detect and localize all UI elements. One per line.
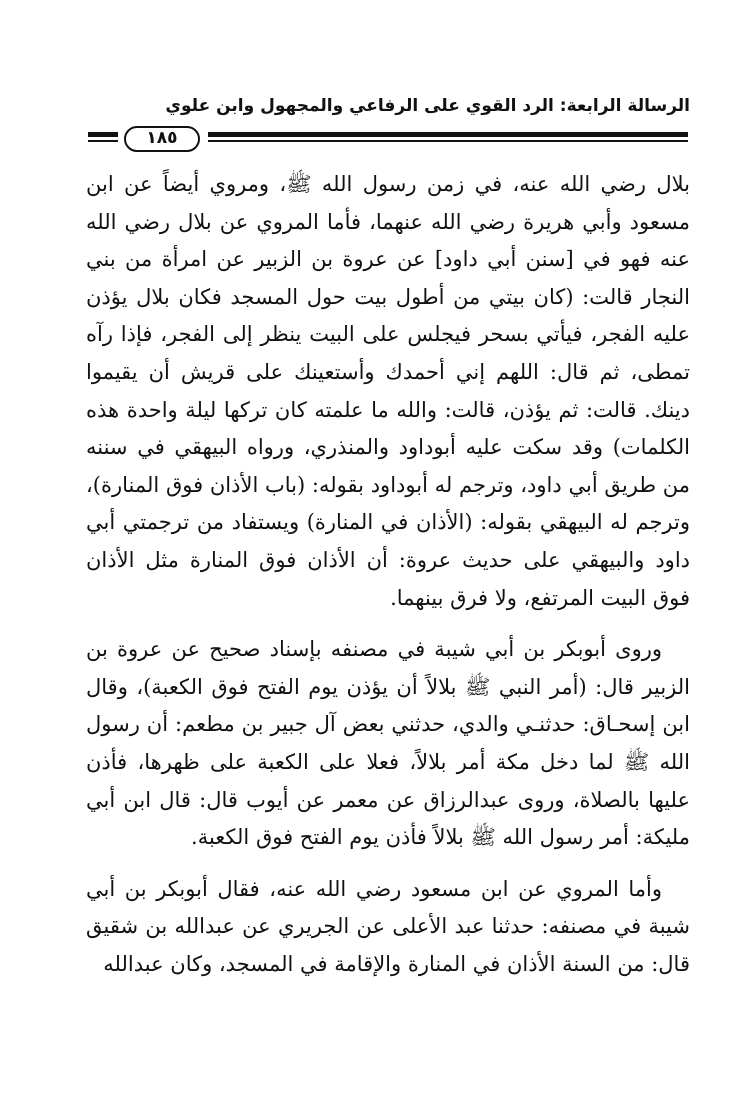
paragraph-3: وأما المروي عن ابن مسعود رضي الله عنه، فقال أبوبكر بن أبي شيبة في مصنفه: حدثنا عبد الأعلى عن الجريري عن عبدالله بن شقيق قال: من السنة الأذان في المنارة والإقامة في المسجد، وكان عبدالله — [86, 876, 690, 976]
body-text — [86, 166, 690, 983]
rule-lines-right — [208, 132, 688, 142]
page-number: ١٨٥ — [124, 126, 200, 152]
running-header: الرسالة الرابعة: الرد القوي على الرفاعي والمجهول وابن علوي — [165, 96, 690, 116]
paragraph-1: بلال رضي الله عنه، في زمن رسول الله ﷺ، ومروي أيضاً عن ابن مسعود وأبي هريرة رضي الله عنهما، فأما المروي عن بلال رضي الله عنه فهو في [سنن أبي داود] عن عروة بن الزبير عن امرأة من بني النجار قالت: (كان بيتي من أطول بيت حول المسجد فكان بلال يؤذن عليه الفجر، فيأتي بسحر فيجلس على البيت ينظر إلى الفجر، فإذا رآه تمطى، ثم قال: اللهم إني أحمدك وأستعينك على قريش أن يقيموا دينك. قالت: ثم يؤذن، قالت: والله ما علمته كان تركها ليلة واحدة هذه الكلمات) وقد سكت عليه أبوداود والمنذري، ورواه البيهقي في سننه من طريق أبي داود، وترجم له أبوداود بقوله: (باب الأذان فوق المنارة)، وترجم له البيهقي بقوله: (الأذان في المنارة) ويستفاد من ترجمتي أبي داود والبيهقي على حديث عروة: أن الأذان فوق المنارة مثل الأذان فوق البيت المرتفع، ولا فرق بينهما. — [86, 172, 690, 610]
rule-stub-left — [88, 132, 118, 142]
header-rule — [88, 126, 688, 154]
paragraph-2: وروى أبوبكر بن أبي شيبة في مصنفه بإسناد صحيح عن عروة بن الزبير قال: (أمر النبي ﷺ بلالاً أن يؤذن يوم الفتح فوق الكعبة)، وقال ابن إسحـاق: حدثنـي والدي، حدثني بعض آل جبير بن مطعم: أن رسول الله ﷺ لما دخل مكة أمر بلالاً، فعلا على الكعبة على ظهرها، فأذن عليها بالصلاة، وروى عبدالرزاق عن معمر عن أيوب قال: قال ابن أبي مليكة: أمر رسول الله ﷺ بلالاً فأذن يوم الفتح فوق الكعبة. — [86, 637, 690, 850]
